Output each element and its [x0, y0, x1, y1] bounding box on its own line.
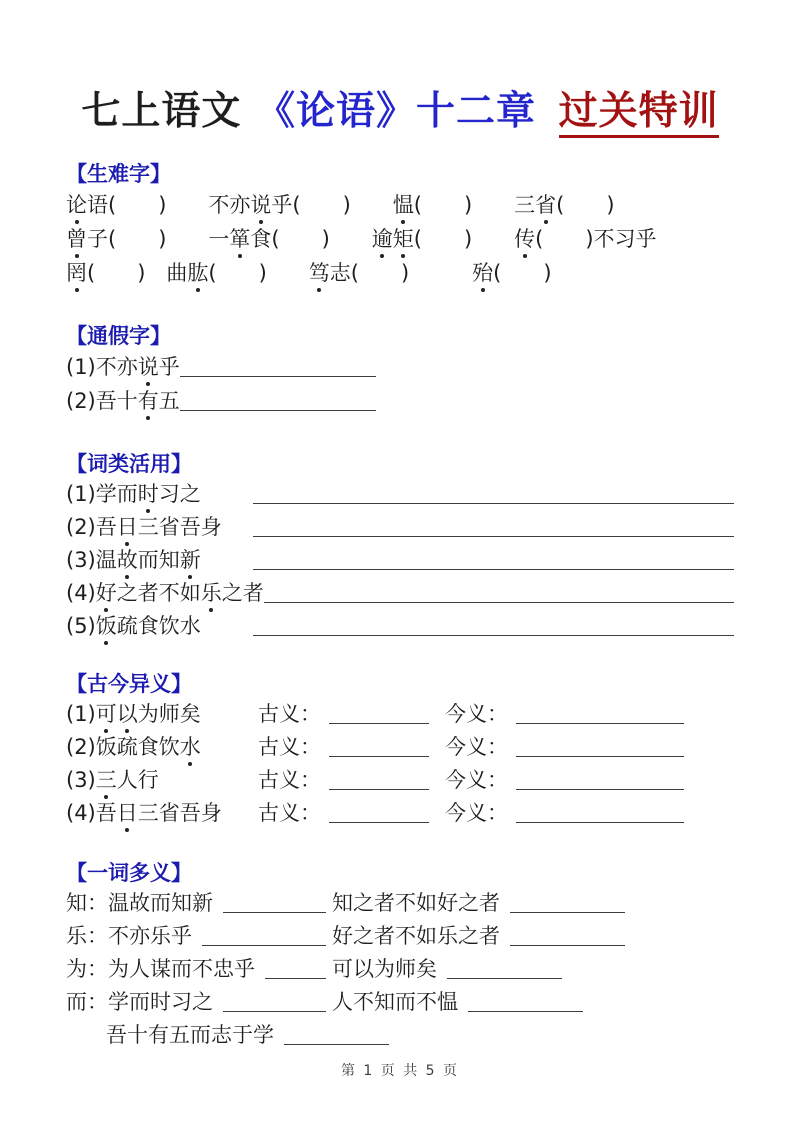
exercise-phrase: 学而时习之	[108, 990, 213, 1014]
exercise-item	[66, 698, 734, 731]
answer-blank	[516, 703, 684, 724]
polysemy-left-cell	[106, 1019, 389, 1052]
answer-blank	[223, 892, 326, 913]
answer-blank	[202, 925, 326, 946]
exercise-phrase: (2)吾十有五	[66, 389, 180, 413]
answer-blank	[516, 769, 684, 790]
polysemy-right-cell	[332, 986, 583, 1019]
answer-blank	[253, 516, 734, 537]
answer-blank	[510, 925, 625, 946]
answer-blank	[253, 549, 734, 570]
ancient-meaning-label: 古义：	[258, 801, 321, 825]
exercise-phrase: 可以为师矣	[332, 957, 437, 981]
exercise-item	[66, 953, 734, 986]
exercise-item	[66, 1019, 734, 1052]
answer-blank	[180, 390, 376, 411]
answer-blank	[253, 615, 734, 636]
exercise-item	[66, 610, 734, 643]
page-title	[66, 88, 734, 136]
polysemy-right-cell	[332, 887, 625, 920]
section-word-class-usage-header: 【词类活用】	[66, 452, 192, 476]
section-ancient-modern-meaning-header: 【古今异义】	[66, 672, 192, 696]
polysemy-left-cell	[108, 986, 326, 1019]
title-course: 七上语文	[81, 89, 242, 134]
section-interchangeable-characters	[66, 322, 734, 418]
polysemy-word-label: 为：	[66, 957, 108, 981]
section-rare-characters	[66, 160, 734, 290]
polysemy-left-cell	[108, 887, 326, 920]
section-polysemy	[66, 859, 734, 1052]
modern-meaning-label: 今义：	[445, 702, 508, 726]
answer-blank	[264, 582, 734, 603]
exercise-item	[66, 384, 734, 418]
answer-blank	[329, 802, 429, 823]
title-book: 《论语》	[255, 89, 416, 134]
polysemy-right-cell	[332, 920, 625, 953]
answer-blank	[223, 991, 326, 1012]
answer-blank	[510, 892, 625, 913]
exercise-item	[66, 577, 734, 610]
polysemy-word-label: 知：	[66, 891, 108, 915]
polysemy-right-cell	[332, 953, 562, 986]
exercise-item	[66, 986, 734, 1019]
exercise-item	[66, 764, 734, 797]
polysemy-word-label: 而：	[66, 990, 108, 1014]
answer-blank	[329, 769, 429, 790]
polysemy-word-label: 乐：	[66, 924, 108, 948]
section-ancient-modern-meaning	[66, 670, 734, 830]
title-highlight: 过关特训	[559, 89, 719, 138]
answer-blank	[253, 483, 734, 504]
ancient-meaning-label: 古义：	[258, 735, 321, 759]
exercise-item	[66, 544, 734, 577]
modern-meaning-label: 今义：	[445, 801, 508, 825]
answer-blank	[329, 703, 429, 724]
exercise-phrase: 吾十有五而志于学	[106, 1023, 274, 1047]
exercise-item	[66, 887, 734, 920]
exercise-phrase: (3)温故而知新	[66, 544, 253, 577]
pinyin-exercise-line: 罔( ) 曲肱( ) 笃志( ) 殆( )	[66, 256, 734, 290]
exercise-phrase: (2)饭疏食饮水	[66, 731, 258, 764]
modern-meaning-label: 今义：	[445, 768, 508, 792]
exercise-phrase: (1)不亦说乎	[66, 355, 180, 379]
exercise-phrase: 不亦乐乎	[108, 924, 192, 948]
section-rare-characters-header: 【生难字】	[66, 162, 171, 186]
answer-blank	[468, 991, 583, 1012]
title-chapter: 十二章	[416, 89, 537, 134]
exercise-phrase: 温故而知新	[108, 891, 213, 915]
exercise-phrase: (5)饭疏食饮水	[66, 610, 253, 643]
answer-blank	[329, 736, 429, 757]
exercise-item	[66, 797, 734, 830]
polysemy-left-cell	[108, 953, 326, 986]
exercise-item	[66, 511, 734, 544]
answer-blank	[516, 736, 684, 757]
exercise-phrase: (1)学而时习之	[66, 478, 253, 511]
exercise-phrase: (2)吾日三省吾身	[66, 511, 253, 544]
page-number-footer: 第 1 页 共 5 页	[340, 1063, 460, 1079]
exercise-item	[66, 478, 734, 511]
answer-blank	[180, 356, 376, 377]
pinyin-exercise-line: 曾子( ) 一箪食( ) 逾矩( ) 传( )不习乎	[66, 222, 734, 256]
section-interchangeable-characters-header: 【通假字】	[66, 324, 171, 348]
exercise-phrase: (4)吾日三省吾身	[66, 797, 258, 830]
ancient-meaning-label: 古义：	[258, 768, 321, 792]
exercise-item	[66, 350, 734, 384]
polysemy-left-cell	[108, 920, 326, 953]
exercise-phrase: 知之者不如好之者	[332, 891, 500, 915]
exercise-phrase: 人不知而不愠	[332, 990, 458, 1014]
exercise-item	[66, 920, 734, 953]
exercise-phrase: (1)可以为师矣	[66, 698, 258, 731]
answer-blank	[516, 802, 684, 823]
ancient-meaning-label: 古义：	[258, 702, 321, 726]
modern-meaning-label: 今义：	[445, 735, 508, 759]
exercise-phrase: (3)三人行	[66, 764, 258, 797]
exercise-item	[66, 731, 734, 764]
exercise-phrase: (4)好之者不如乐之者	[66, 577, 264, 610]
section-word-class-usage	[66, 450, 734, 643]
exercise-phrase: 为人谋而不忠乎	[108, 957, 255, 981]
answer-blank	[265, 958, 326, 979]
answer-blank	[284, 1024, 389, 1045]
answer-blank	[447, 958, 562, 979]
section-polysemy-header: 【一词多义】	[66, 861, 192, 885]
exercise-phrase: 好之者不如乐之者	[332, 924, 500, 948]
pinyin-exercise-line: 论语( ) 不亦说乎( ) 愠( ) 三省( )	[66, 188, 734, 222]
